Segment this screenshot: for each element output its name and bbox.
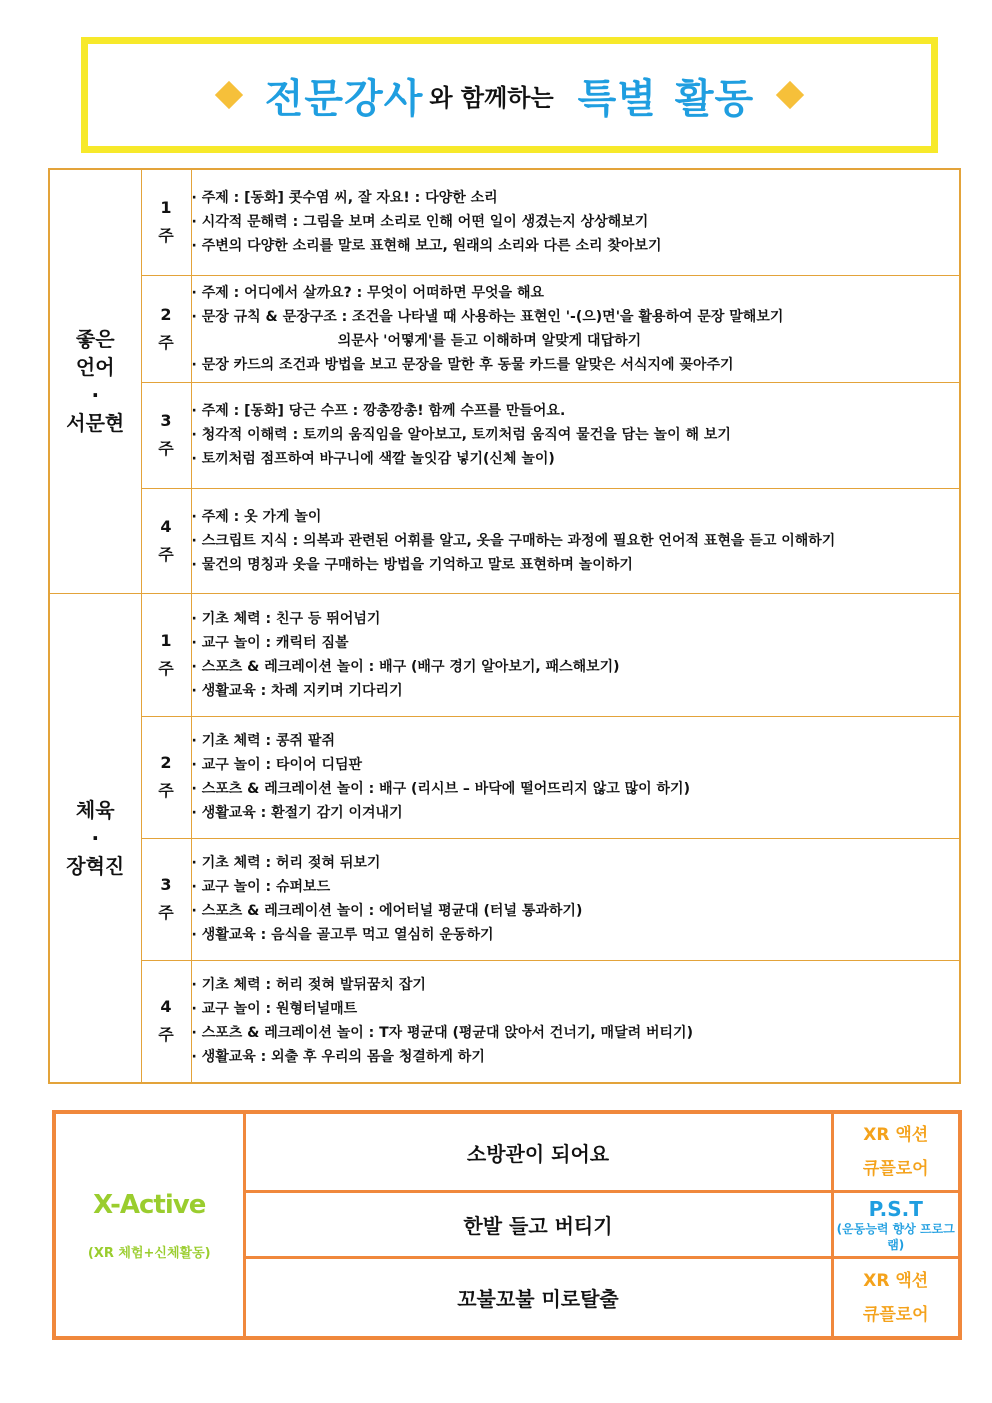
activity-name: 꼬불꼬불 미로탈출 — [244, 1258, 832, 1338]
banner-title-mid: 와 함께하는 — [429, 83, 554, 112]
activity-tag: P.S.T (운동능력 향상 프로그램) — [832, 1192, 960, 1258]
week-cell: 3 주 — [141, 382, 191, 488]
activity-name: 한발 들고 버티기 — [244, 1192, 832, 1258]
activity-name: 소방관이 되어요 — [244, 1112, 832, 1192]
week-content: · 기초 체력 : 허리 젖혀 발뒤꿈치 잡기 · 교구 놀이 : 원형터널매트 · 스포츠 & 레크레이션 놀이 : T자 평균대 (평균대 앉아서 건너기, 매달려 버티기) · 생활교육 : 외출 후 우리의 몸을 청결하게 하기 — [191, 960, 960, 1083]
title-banner — [81, 37, 938, 153]
week-content: · 주제 : 어디에서 살까요? : 무엇이 어떠하면 무엇을 해요 · 문장 규칙 & 문장구조 : 조건을 나타낼 때 사용하는 표현인 '-(으)면'을 활용하여 문장 말해보기 의문사 '어떻게'를 듣고 이해하며 알맞게 대답하기 · 문장 카드의 조건과 방법을 보고 문장을 말한 후 동물 카드를 알맞은 서식지에 꽂아주기 — [191, 275, 960, 382]
banner-title-right-2: 활동 — [674, 75, 755, 122]
table-row — [49, 488, 960, 593]
week-cell: 2 주 — [141, 716, 191, 838]
xactive-subtitle: (XR 체험+신체활동) — [87, 1245, 211, 1261]
week-cell: 3 주 — [141, 838, 191, 960]
table-row — [49, 382, 960, 488]
xactive-label-cell — [54, 1112, 244, 1338]
activity-tag: XR 액션 큐플로어 — [832, 1258, 960, 1338]
week-cell: 1 주 — [141, 593, 191, 716]
table-row — [54, 1112, 960, 1192]
week-content: · 기초 체력 : 콩쥐 팥쥐 · 교구 놀이 : 타이어 디딤판 · 스포츠 & 레크레이션 놀이 : 배구 (리시브 – 바닥에 떨어뜨리지 않고 많이 하기) · 생활교육 : 환절기 감기 이겨내기 — [191, 716, 960, 838]
week-content: · 주제 : [동화] 콧수염 씨, 잘 자요! : 다양한 소리 · 시각적 문해력 : 그림을 보며 소리로 인해 어떤 일이 생겼는지 상상해보기 · 주변의 다양한 소리를 말로 표현해 보고, 원래의 소리와 다른 소리 찾아보기 — [191, 169, 960, 275]
week-cell: 4 주 — [141, 488, 191, 593]
teacher-cell-pe: 체육 · 장혁진 — [49, 593, 141, 1083]
week-cell: 1 주 — [141, 169, 191, 275]
table-row — [49, 275, 960, 382]
week-cell: 2 주 — [141, 275, 191, 382]
week-content: · 기초 체력 : 허리 젖혀 뒤보기 · 교구 놀이 : 슈퍼보드 · 스포츠 & 레크레이션 놀이 : 에어터널 평균대 (터널 통과하기) · 생활교육 : 음식을 골고루 먹고 열심히 운동하기 — [191, 838, 960, 960]
diamond-left-icon — [215, 81, 243, 109]
diamond-right-icon — [776, 81, 804, 109]
week-content: · 주제 : 옷 가게 놀이 · 스크립트 지식 : 의복과 관련된 어휘를 알고, 옷을 구매하는 과정에 필요한 언어적 표현을 듣고 이해하기 · 물건의 명칭과 옷을 구매하는 방법을 기억하고 말로 표현하며 놀이하기 — [191, 488, 960, 593]
table-row — [49, 716, 960, 838]
xactive-table — [52, 1110, 962, 1340]
week-cell: 4 주 — [141, 960, 191, 1083]
table-row — [49, 838, 960, 960]
week-content: · 주제 : [동화] 당근 수프 : 깡총깡총! 함께 수프를 만들어요. · 청각적 이해력 : 토끼의 움직임을 알아보고, 토끼처럼 움직여 물건을 담는 놀이 해 보기 · 토끼처럼 점프하여 바구니에 색깔 놀잇감 넣기(신체 놀이) — [191, 382, 960, 488]
xactive-title: X-Active — [93, 1189, 206, 1220]
week-content: · 기초 체력 : 친구 등 뛰어넘기 · 교구 놀이 : 캐릭터 짐볼 · 스포츠 & 레크레이션 놀이 : 배구 (배구 경기 알아보기, 패스해보기) · 생활교육 : 차례 지키며 기다리기 — [191, 593, 960, 716]
table-row — [49, 593, 960, 716]
table-row — [49, 169, 960, 275]
banner-title-left: 전문강사 — [264, 75, 424, 122]
teacher-cell-language: 좋은 언어 · 서문현 — [49, 169, 141, 593]
activity-tag: XR 액션 큐플로어 — [832, 1112, 960, 1192]
banner-title-right-1: 특별 — [577, 75, 657, 122]
schedule-table — [48, 168, 961, 1084]
table-row — [49, 960, 960, 1083]
